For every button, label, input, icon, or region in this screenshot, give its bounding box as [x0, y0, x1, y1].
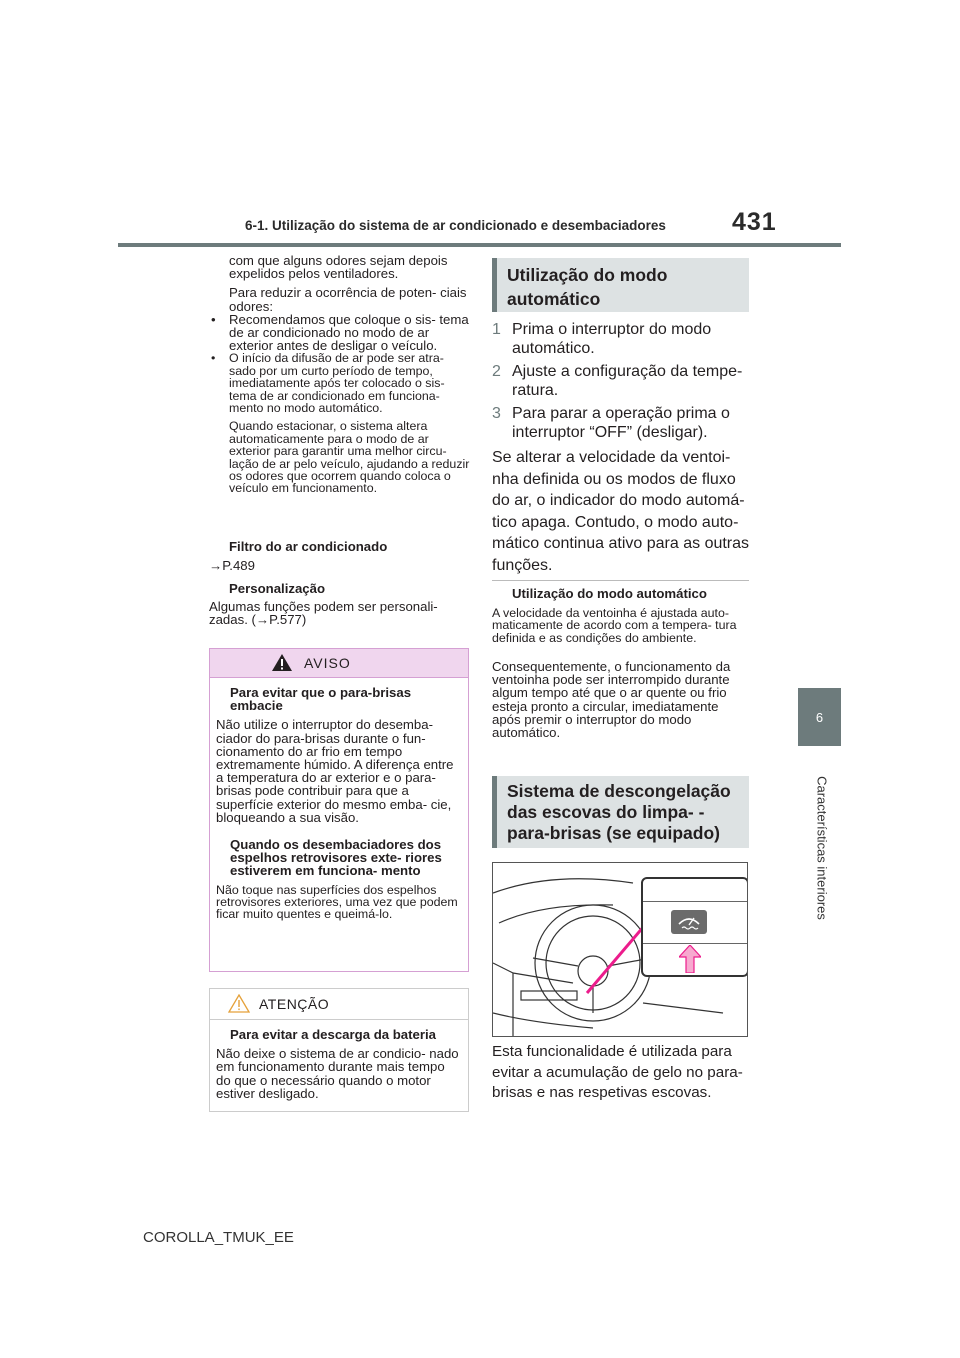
- step-item: [492, 320, 750, 358]
- warning-subheading: Para evitar que o para-brisas embacie: [230, 685, 412, 714]
- section-heading: Utilização do modo automático: [492, 258, 749, 312]
- model-code: COROLLA_TMUK_EE: [143, 1229, 294, 1246]
- wiper-deicer-button[interactable]: [671, 910, 707, 934]
- step-text: Prima o interruptor do modo automático.: [512, 321, 712, 358]
- parking-note: Quando estacionar, o sistema altera automaticamente para o modo de ar exterior para garantir uma melhor circu- lação de ar pelo veículo, ajudando a reduzir os odores que ocorrem quando coloca o veículo em funcionamento.: [229, 419, 470, 496]
- step-number: 2: [492, 363, 501, 380]
- caution-text: Não deixe o sistema de ar condicio- nado em funcionamento durante mais tempo do que o necessário quando o motor estiver desligado.: [216, 1046, 459, 1101]
- step-item: [492, 404, 750, 442]
- chapter-header: 6-1. Utilização do sistema de ar condicionado e desembaciadores: [245, 218, 666, 233]
- wiper-deicer-icon: [671, 910, 707, 934]
- press-arrow-icon: [679, 945, 701, 973]
- step-text: Ajuste a configuração da tempe- ratura.: [512, 363, 743, 400]
- filter-ref-link[interactable]: →P.489: [209, 558, 255, 573]
- custom-text: Algumas funções podem ser personali- zadas. (→P.577): [209, 599, 438, 628]
- bullet-item: • Recomendamos que coloque o sis- tema de ar condicionado no modo de ar exterior antes de desligar o veículo.: [209, 313, 471, 353]
- switch-callout: [641, 877, 748, 977]
- page-number: 431: [732, 208, 777, 236]
- auto-mode-paragraph: Se alterar a velocidade da ventoi- nha definida ou os modos de fluxo do ar, o indicador do modo automá- tico apaga. Contudo, o modo auto- mático continua ativo para as outras funções.: [492, 449, 750, 574]
- custom-heading: Personalização: [229, 581, 326, 596]
- auto-note: A velocidade da ventoinha é ajustada auto- maticamente de acordo com a tempera- tura definida e as condições do ambiente.: [492, 606, 737, 645]
- chapter-side-label: [812, 760, 832, 935]
- auto-subheading: Utilização do modo automático: [512, 586, 707, 601]
- warning-box: [209, 648, 469, 972]
- caution-subheading: Para evitar a descarga da bateria: [230, 1027, 436, 1042]
- step-item: [492, 362, 750, 400]
- header-divider: [118, 243, 841, 247]
- warning-header: [210, 649, 468, 678]
- step-number: 3: [492, 405, 501, 422]
- odor-intro: Para reduzir a ocorrência de poten- ciais odores:: [229, 285, 467, 314]
- left-text-block: [209, 254, 471, 495]
- warning-subheading: Quando os desembaciadores dos espelhos retrovisores exte- riores estiverem em funciona- mento: [230, 837, 442, 879]
- auto-note: Consequentemente, o funcionamento da ventoinha pode ser interrompido durante algum tempo até que o ar quente ou frio esteja pronto a circular, imediatamente após premir o interruptor do modo automático.: [492, 659, 731, 741]
- dashboard-illustration: [492, 862, 748, 1037]
- bullet-item: • O início da difusão de ar pode ser atra- sado por um curto período de tempo, imediatamente após ter colocado o sis- tema de ar condicionado em funciona- mento no modo automático.: [209, 352, 471, 414]
- figure-caption: Esta funcionalidade é utilizada para evitar a acumulação de gelo no para-brisas e nas respetivas escovas.: [492, 1043, 743, 1102]
- warning-text: Não utilize o interruptor do desemba- ciador do para-brisas durante o fun- cionamento do ar frio em tempo extremamente húmido. A diferença entre a temperatura do ar exterior e o para-brisas pode contribuir para que a superfície exterior do mesmo emba- cie, bloqueando a sua visão.: [216, 717, 454, 825]
- step-text: Para parar a operação prima o interruptor “OFF” (desligar).: [512, 405, 730, 442]
- chapter-tab: [798, 688, 841, 746]
- caution-title: ATENÇÃO: [259, 996, 330, 1012]
- warning-title: AVISO: [304, 655, 351, 671]
- chapter-tab-number: 6: [815, 709, 824, 725]
- caution-box: [209, 988, 469, 1112]
- caution-header: [210, 989, 468, 1020]
- divider: [492, 580, 749, 581]
- warning-icon: [271, 653, 293, 672]
- step-number: 1: [492, 321, 501, 338]
- caution-icon: [228, 994, 250, 1013]
- odor-para: com que alguns odores sejam depois expelidos pelos ventiladores.: [229, 253, 448, 282]
- filter-heading: Filtro do ar condicionado: [229, 539, 388, 554]
- warning-text: Não toque nas superfícies dos espelhos retrovisores exteriores, uma vez que podem ficar muito quentes e queimá-lo.: [216, 882, 458, 922]
- section-heading: Sistema de descongelação das escovas do limpa- -para-brisas (se equipado): [492, 776, 749, 848]
- chapter-side-label-text: Características interiores: [814, 775, 830, 920]
